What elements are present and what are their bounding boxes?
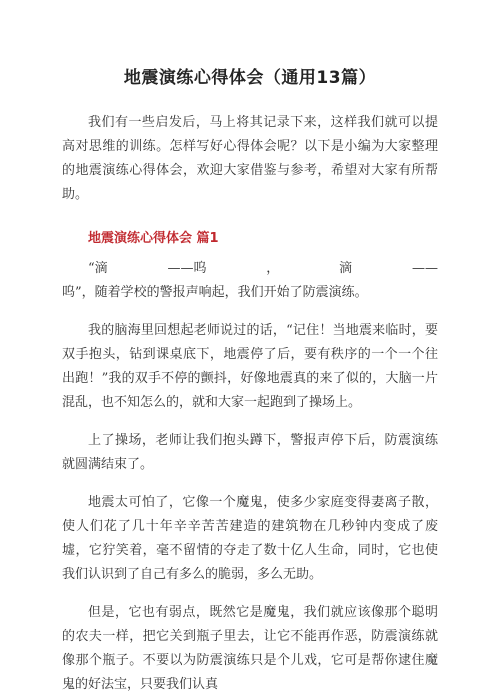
onomatopoeia-line xyxy=(62,257,438,281)
onomatopoeia-token: —— xyxy=(411,261,438,276)
page-title: 地震演练心得体会（通用13篇） xyxy=(123,68,377,88)
body-paragraph: 但是，它也有弱点，既然它是魔鬼，我们就应该像那个聪明的农夫一样，把它关到瓶子里去，让它不能再作恶，防震演练就像那个瓶子。不要以为防震演练只是个儿戏，它可是帮你逮住魔鬼的好法宝，只要我们认真 xyxy=(62,605,438,692)
body-paragraph: 地震太可怕了，它像一个魔鬼，使多少家庭变得妻离子散，使人们花了几十年辛辛苦苦建造的建筑物在几秒钟内变成了废墟，它狞笑着，毫不留情的夺走了数十亿人生命，同时，它也使我们认识到了自己有多么的脆弱，多么无助。 xyxy=(62,495,438,582)
onomatopoeia-token: 滴 xyxy=(339,261,353,276)
body-paragraph: 我的脑海里回想起老师说过的话，“记住！当地震来临时，要双手抱头，钻到课桌底下，地震停了后，要有秩序的一个一个往出跑！”我的双手不停的颤抖，好像地震真的来了似的，大脑一片混乱，也不知怎么的，就和大家一起跑到了操场上。 xyxy=(62,323,438,410)
onomatopoeia-token: ， xyxy=(266,261,280,276)
body-paragraph: 呜”，随着学校的警报声响起，我们开始了防震演练。 xyxy=(62,285,368,300)
intro-paragraph: 我们有一些启发后，马上将其记录下来，这样我们就可以提高对思维的训练。怎样写好心得体会呢？以下是小编为大家整理的地震演练心得体会，欢迎大家借鉴与参考，希望对大家有所帮助。 xyxy=(62,115,438,202)
onomatopoeia-token: ——呜 xyxy=(167,261,207,276)
section-heading: 地震演练心得体会 篇1 xyxy=(88,231,219,246)
onomatopoeia-token: “滴 xyxy=(88,261,108,276)
body-paragraph: 上了操场，老师让我们抱头蹲下，警报声停下后，防震演练就圆满结束了。 xyxy=(62,433,438,472)
